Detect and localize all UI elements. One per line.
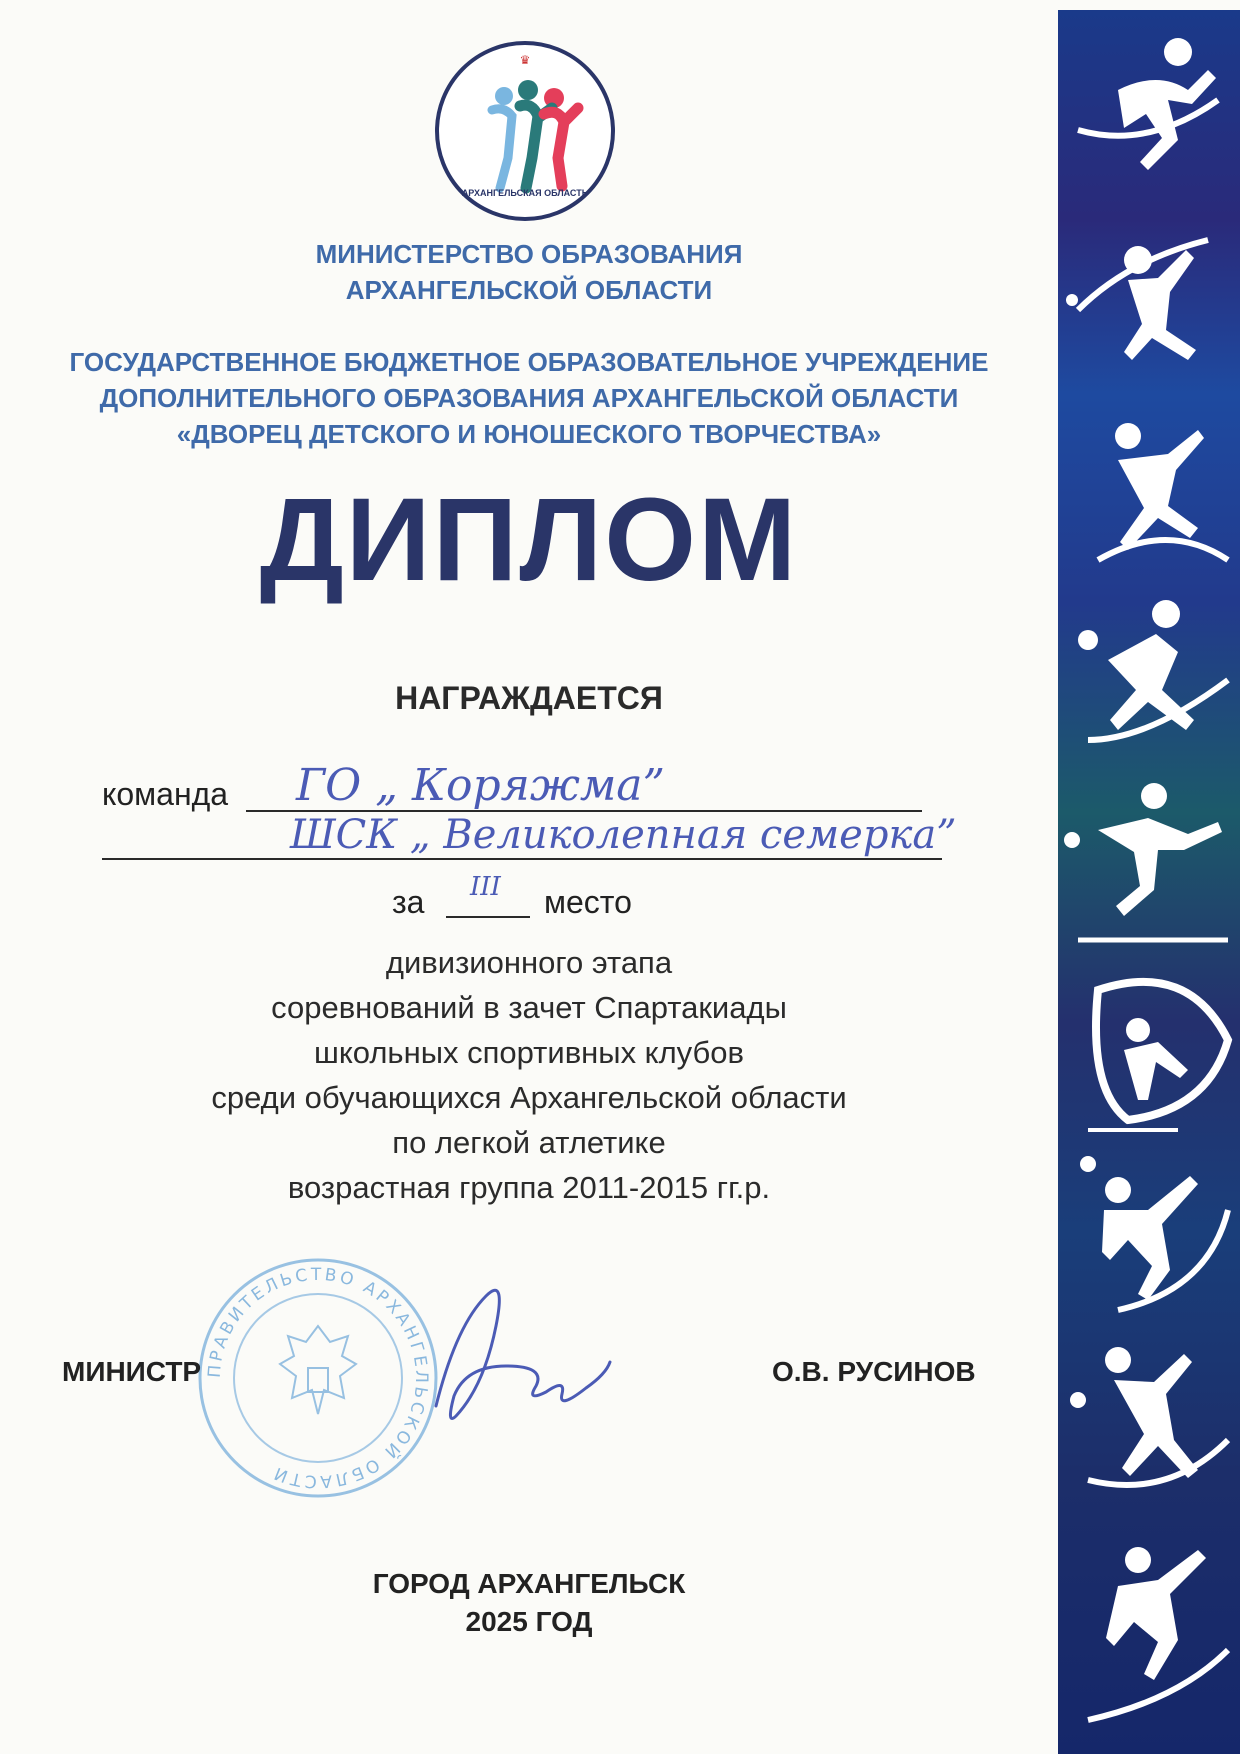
- team-label: команда: [102, 776, 229, 812]
- institution-line-1: ГОСУДАРСТВЕННОЕ БЮДЖЕТНОЕ ОБРАЗОВАТЕЛЬНОЕ УЧРЕЖДЕНИЕ: [69, 347, 989, 377]
- volleyball-player-icon: [1066, 240, 1208, 360]
- thrower-figure-icon: [1080, 1156, 1228, 1310]
- handwritten-signature: [396, 1266, 626, 1446]
- footer: [0, 1565, 1058, 1641]
- sports-sidebar: [1058, 10, 1240, 1754]
- place-prefix: за: [392, 884, 425, 920]
- description-line-3: школьных спортивных клубов: [314, 1035, 744, 1070]
- place-handwritten: III: [470, 872, 501, 902]
- team-handwritten-1: ГО „ Коряжма”: [296, 760, 666, 811]
- description-line-4: среди обучающихся Архангельской области: [211, 1080, 847, 1115]
- place-underline: [446, 916, 530, 918]
- region-logo: [432, 38, 618, 224]
- stamp-text: ПРАВИТЕЛЬСТВО АРХАНГЕЛЬСКОЙ ОБЛАСТИ: [204, 1264, 432, 1492]
- place-suffix: место: [544, 884, 632, 920]
- description-line-5: по легкой атлетике: [392, 1125, 666, 1160]
- diploma-title: ДИПЛОМ: [259, 474, 799, 606]
- runner-figure-icon: [1078, 38, 1218, 170]
- ministry-header: [0, 236, 1058, 308]
- tennis-player-icon: [1070, 1347, 1228, 1485]
- ball-player-icon: [1078, 600, 1228, 740]
- signature-role: МИНИСТР: [62, 1356, 202, 1387]
- gymnast-figure-icon: [1088, 982, 1228, 1130]
- logo-caption: АРХАНГЕЛЬСКАЯ ОБЛАСТЬ: [461, 188, 589, 198]
- team-underline-2: [102, 858, 942, 860]
- hurdler-figure-icon: [1064, 783, 1228, 940]
- institution-line-3: «ДВОРЕЦ ДЕТСКОГО И ЮНОШЕСКОГО ТВОРЧЕСТВА»: [176, 419, 882, 449]
- team-handwritten-2: ШСК „ Великолепная семерка”: [290, 812, 957, 858]
- ministry-line-2: АРХАНГЕЛЬСКОЙ ОБЛАСТИ: [345, 275, 713, 305]
- eagle-emblem-icon: [280, 1326, 356, 1414]
- institution-line-2: ДОПОЛНИТЕЛЬНОГО ОБРАЗОВАНИЯ АРХАНГЕЛЬСКОЙ ОБЛАСТИ: [99, 383, 959, 413]
- description: [0, 940, 1058, 1210]
- description-line-2: соревнований в зачет Спартакиады: [271, 990, 787, 1025]
- svg-text:♛: ♛: [519, 53, 531, 67]
- institution-header: [0, 344, 1058, 452]
- ministry-line-1: МИНИСТЕРСТВО ОБРАЗОВАНИЯ: [315, 239, 743, 269]
- awarded-heading: НАГРАЖДАЕТСЯ: [395, 680, 663, 716]
- footer-year: 2025 ГОД: [465, 1606, 593, 1637]
- description-line-6: возрастная группа 2011-2015 гг.р.: [287, 1170, 771, 1205]
- jumper-figure-icon: [1098, 423, 1228, 560]
- footer-city: ГОРОД АРХАНГЕЛЬСК: [372, 1568, 686, 1599]
- sprinter-figure-icon: [1088, 1547, 1228, 1720]
- signature-name: О.В. РУСИНОВ: [772, 1356, 976, 1387]
- description-line-1: дивизионного этапа: [385, 945, 673, 980]
